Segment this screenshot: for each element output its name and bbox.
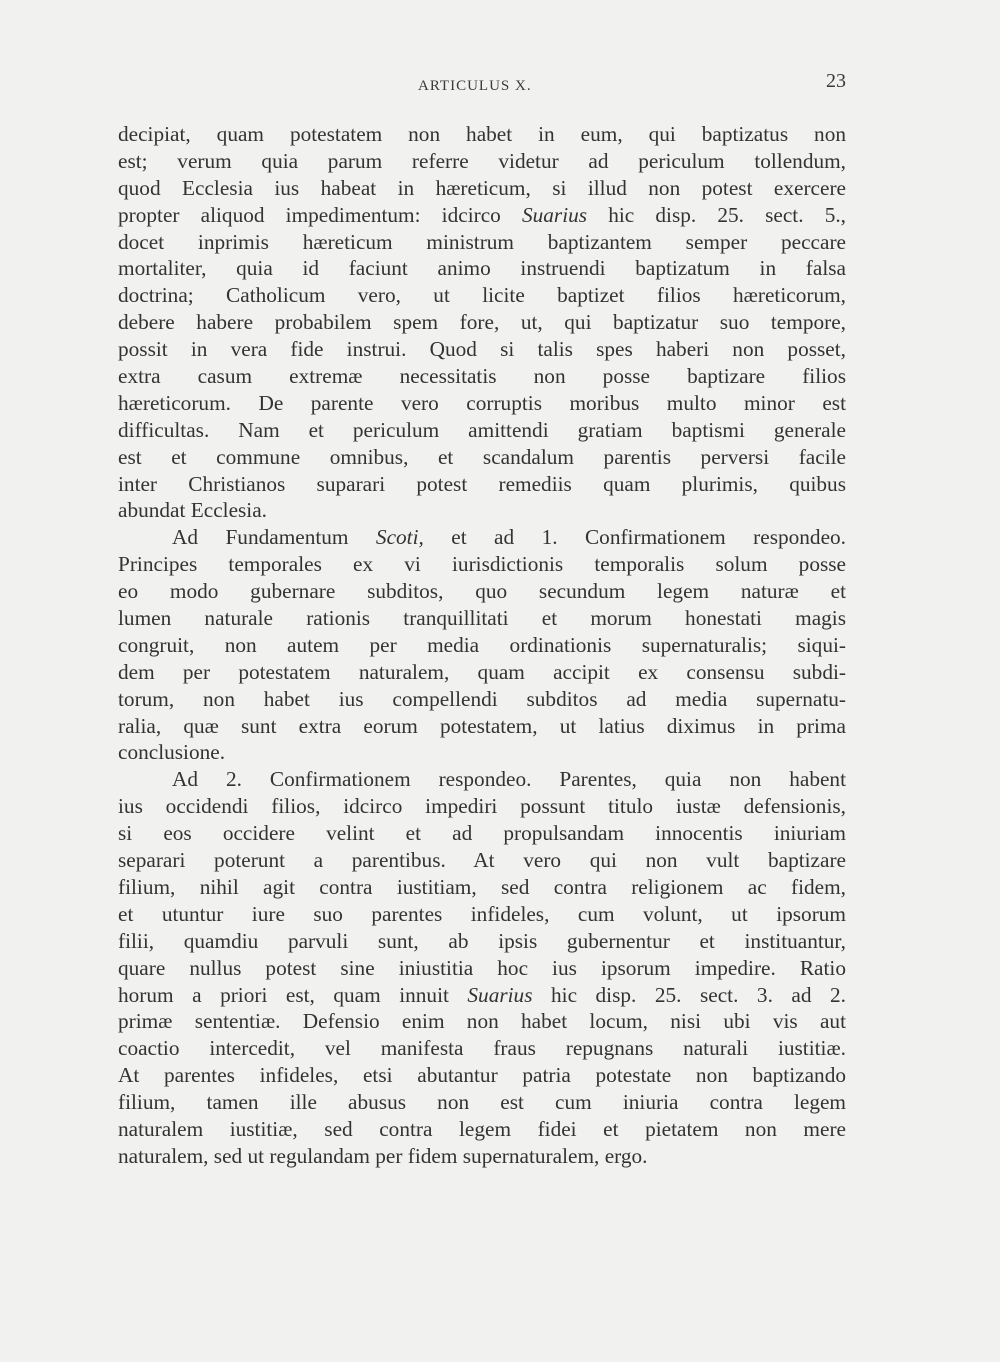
author-name: Suarius [521, 202, 588, 227]
text-line: extra casum extremæ necessitatis non posse baptizare filios [118, 364, 846, 389]
text-line: inter Christianos suparari potest remediis quam plurimis, quibus [118, 471, 846, 496]
text-line: doctrina; Catholicum vero, ut licite baptizet filios hæreticorum, [118, 283, 846, 308]
text-segment: hic disp. 25. sect. 5., [587, 202, 846, 227]
page-number: 23 [826, 70, 846, 92]
text-line: eo modo gubernare subditos, quo secundum legem naturæ et [118, 579, 846, 604]
text-segment: hic disp. 25. sect. 3. ad 2. [532, 982, 846, 1007]
text-line [118, 524, 846, 551]
text-line: quare nullus potest sine iniustitia hoc ius ipsorum impedire. Ratio [118, 955, 846, 980]
text-line: possit in vera fide instrui. Quod si talis spes haberi non posset, [118, 337, 846, 362]
text-line: Principes temporales ex vi iurisdictionis temporalis solum posse [118, 552, 846, 577]
author-name: Scoti, [375, 525, 424, 550]
author-name: Suarius [467, 982, 533, 1007]
text-line: coactio intercedit, vel manifesta fraus repugnans naturali iustitiæ. [118, 1036, 846, 1061]
text-line: difficultas. Nam et periculum amittendi gratiam baptismi generale [118, 417, 846, 442]
text-line: naturalem, sed ut regulandam per fidem supernaturalem, ergo. [118, 1143, 648, 1168]
text-line: Ad 2. Confirmationem respondeo. Parentes, quia non habent [172, 767, 846, 792]
text-segment: horum a priori est, quam innuit [118, 982, 468, 1007]
text-line: hæreticorum. De parente vero corruptis moribus multo minor est [118, 390, 846, 415]
text-line: filii, quamdiu parvuli sunt, ab ipsis gubernentur et instituantur, [118, 928, 846, 953]
text-segment: Ad Fundamentum [172, 525, 376, 550]
text-line: conclusione. [118, 740, 226, 765]
text-line: est; verum quia parum referre videtur ad periculum tollendum, [118, 148, 846, 173]
text-line: et utuntur iure suo parentes infideles, cum volunt, ut ipsorum [118, 901, 846, 926]
text-line: quod Ecclesia ius habeat in hæreticum, si illud non potest exercere [118, 175, 846, 200]
running-head-title: ARTICULUS X. [418, 78, 532, 94]
text-line: filium, tamen ille abusus non est cum iniuria contra legem [118, 1090, 846, 1115]
text-line: ralia, quæ sunt extra eorum potestatem, ut latius diximus in prima [118, 713, 846, 738]
text-line: si eos occidere velint et ad propulsandam innocentis iniuriam [118, 821, 846, 846]
text-line [118, 982, 846, 1009]
text-line: congruit, non autem per media ordinationis supernaturalis; siqui- [118, 632, 846, 657]
text-line: mortaliter, quia id faciunt animo instruendi baptizatum in falsa [118, 256, 846, 281]
running-head [118, 70, 846, 100]
text-line: At parentes infideles, etsi abutantur patria potestate non baptizando [118, 1063, 846, 1088]
text-line: docet inprimis hæreticum ministrum baptizantem semper peccare [118, 229, 846, 254]
text-line: decipiat, quam potestatem non habet in eum, qui baptizatus non [118, 122, 846, 146]
text-line: dem per potestatem naturalem, quam accipit ex consensu subdi- [118, 659, 846, 684]
text-segment: et ad 1. Confirmationem respondeo. [423, 525, 846, 550]
text-line: debere habere probabilem spem fore, ut, qui baptizatur suo tempore, [118, 310, 846, 335]
text-line: naturalem iustitiæ, sed contra legem fidei et pietatem non mere [118, 1116, 846, 1141]
text-line: lumen naturale rationis tranquillitati et morum honestati magis [118, 606, 846, 631]
text-line: primæ sententiæ. Defensio enim non habet locum, nisi ubi vis aut [118, 1009, 846, 1034]
text-line: filium, nihil agit contra iustitiam, sed contra religionem ac fidem, [118, 874, 846, 899]
text-line [118, 202, 846, 229]
body-text [118, 121, 846, 1170]
text-line: est et commune omnibus, et scandalum parentis perversi facile [118, 444, 846, 469]
text-line: ius occidendi filios, idcirco impediri possunt titulo iustæ defensionis, [118, 794, 846, 819]
text-segment: propter aliquod impedimentum: idcirco [118, 202, 522, 227]
text-line: torum, non habet ius compellendi subditos ad media supernatu- [118, 686, 846, 711]
text-line: abundat Ecclesia. [118, 498, 268, 523]
text-line: separari poterunt a parentibus. At vero qui non vult baptizare [118, 848, 846, 873]
